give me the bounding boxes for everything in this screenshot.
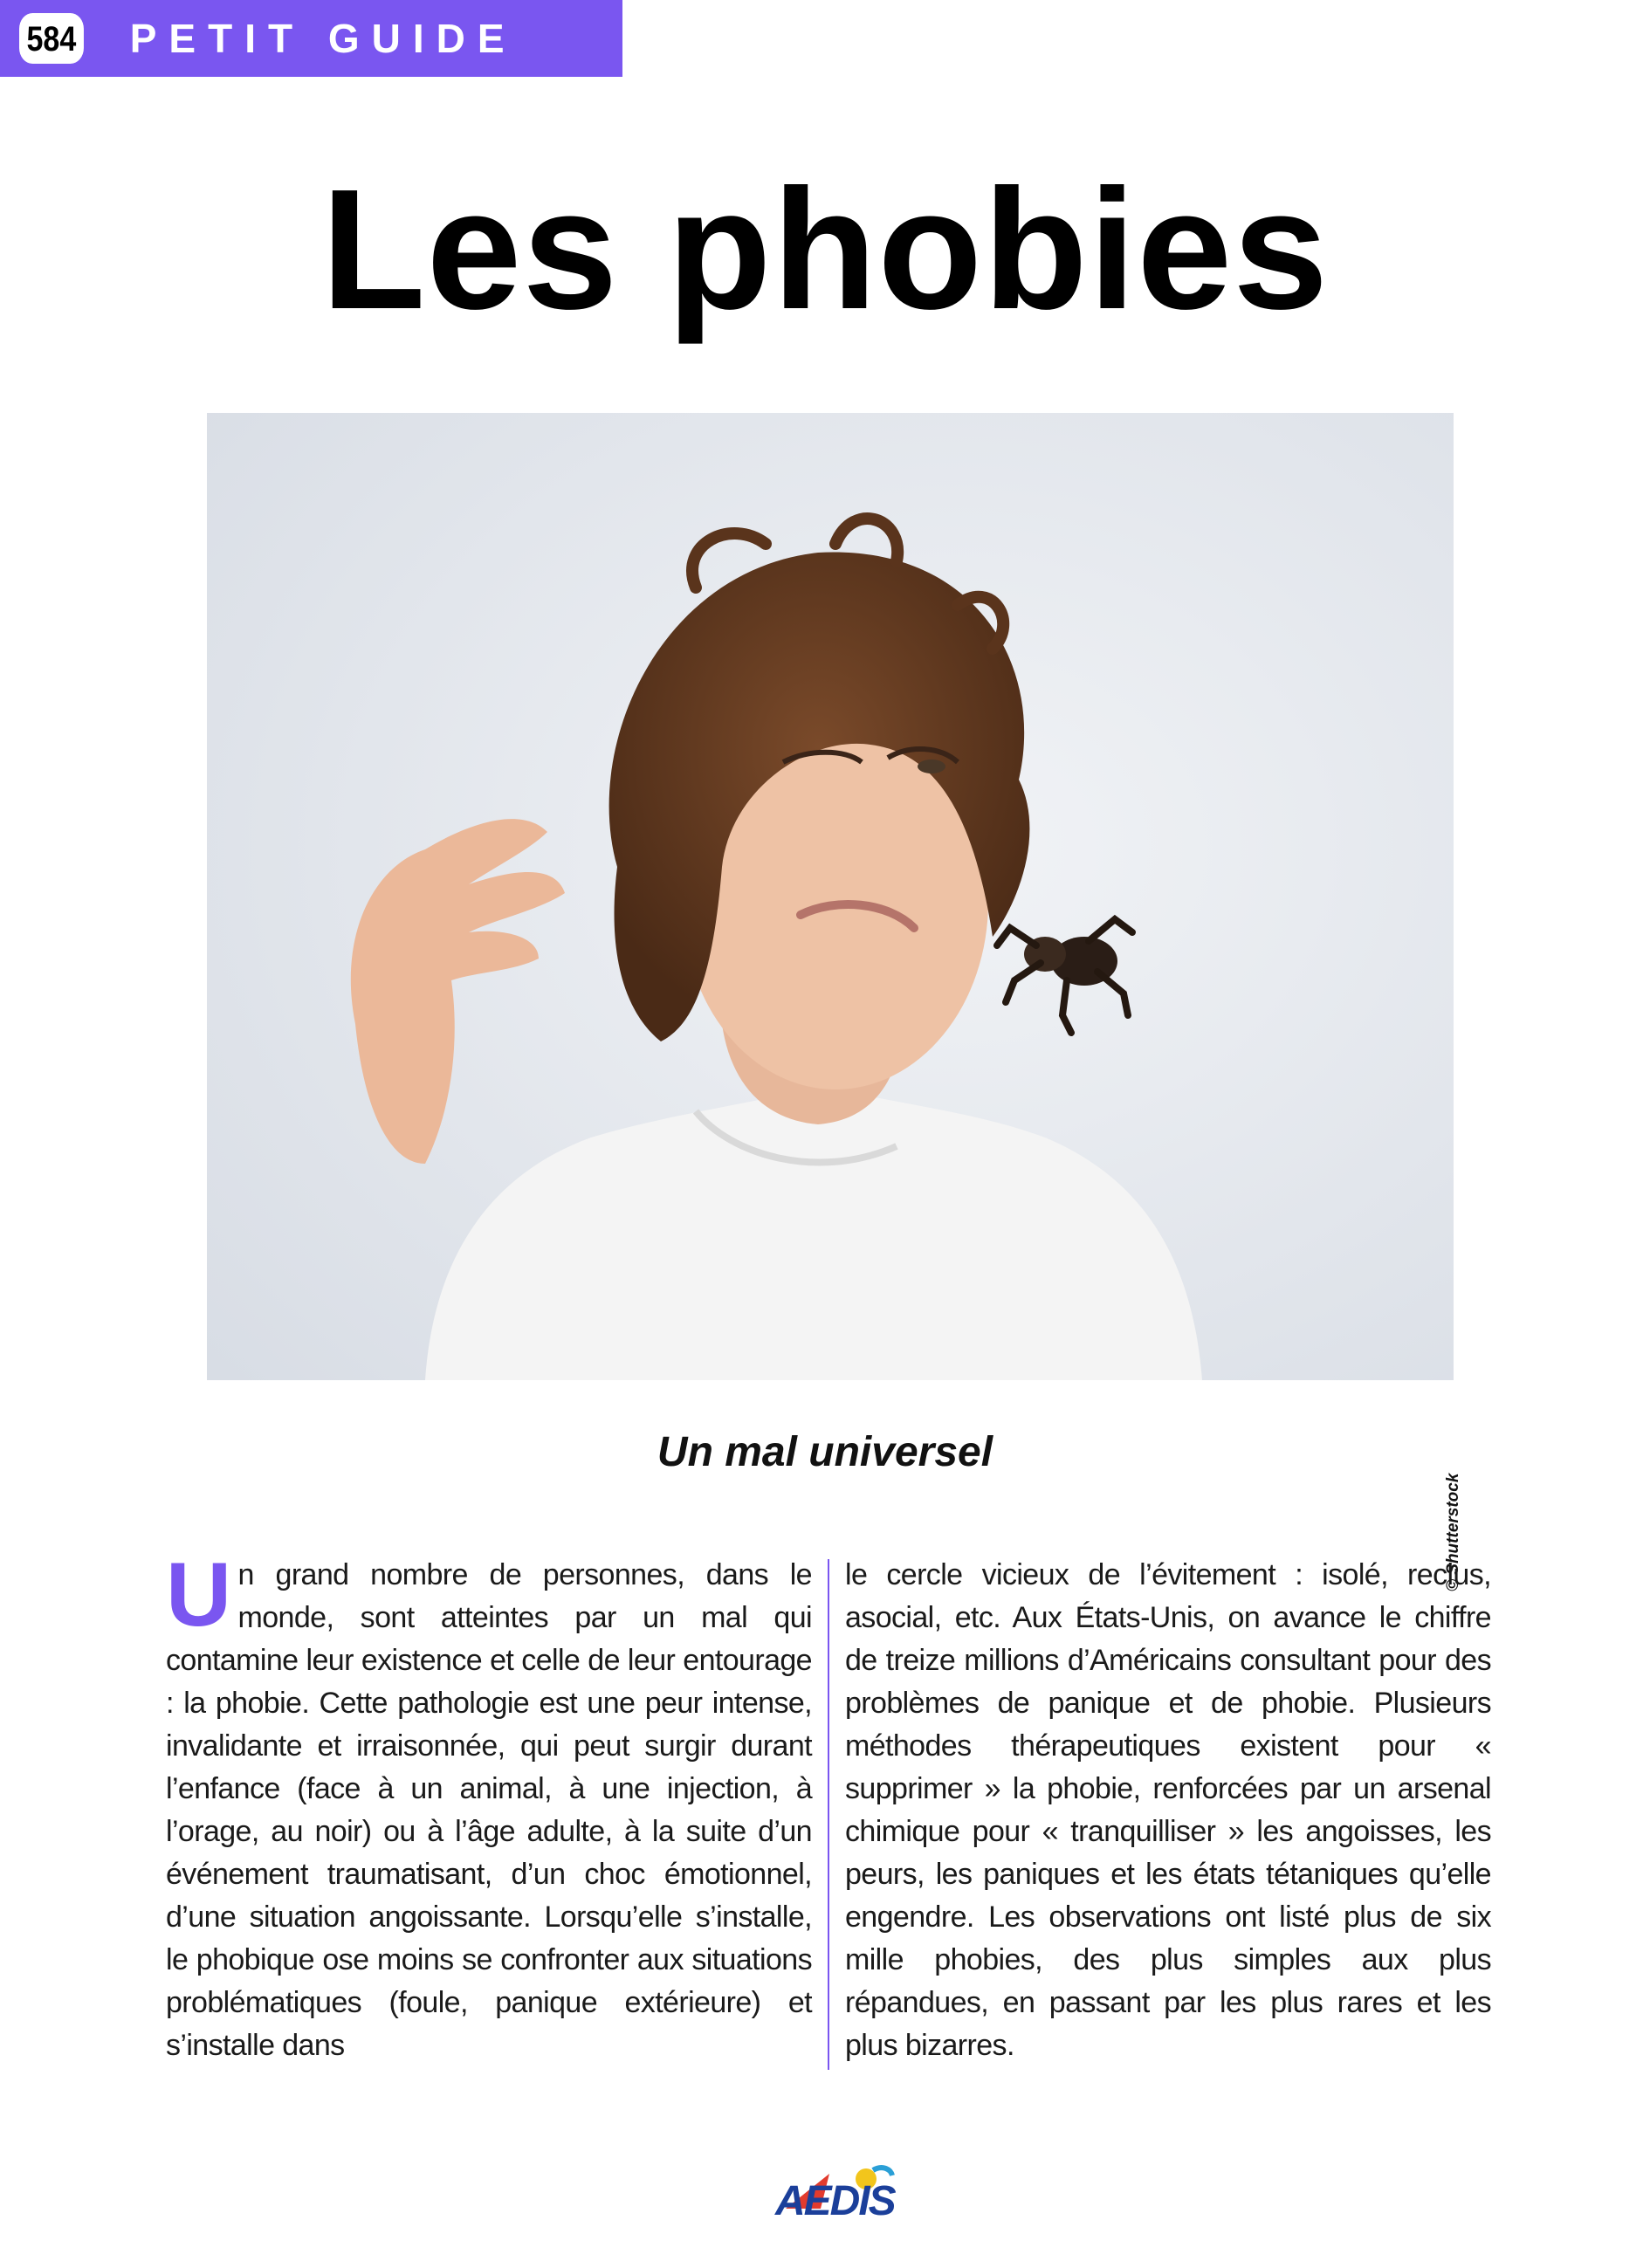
right-column: le cercle vicieux de l’évitement : isolé, reclus, asocial, etc. Aux États-Unis, on avance le chiffre de treize millions d’Américains consultant pour des problèmes de panique et de phobie. Plusieurs méthodes thérapeutiques existent pour « supprimer » la phobie, renforcées par un arsenal chimique pour « tranquilliser » les angoisses, les peurs, les paniques et les états tétaniques qu’elle engendre. Les observations ont listé plus de six mille phobies, des plus simples aux plus répandues, en passant par les plus rares et les plus bizarres. [845, 1558, 1491, 2062]
page-title: Les phobies [320, 154, 1330, 345]
series-label: PETIT GUIDE [129, 16, 517, 61]
section-subtitle: Un mal universel [657, 1429, 993, 1475]
publisher-logo [768, 2156, 899, 2226]
photo-illustration [207, 413, 1454, 1380]
left-column-text: n grand nombre de personnes, dans le monde, sont atteintes par un mal qui contamine leur existence et celle de leur entourage : la phobie. Cette pathologie est une peur intense, invalidante et irraisonnée, qui peut surgir durant l’enfance (face à un animal, à une injection, à l’orage, au noir) ou à l’âge adulte, à la suite d’un événement traumatisant, d’un choc émotionnel, d’une situation angoissante. Lorsqu’elle s’installe, le phobique ose moins se confronter aux situations problématiques (foule, panique extérieure) et s’installe dans [166, 1558, 812, 2062]
logo-text: AEDIS [775, 2178, 895, 2224]
header-banner [0, 0, 622, 77]
page-number: 584 [19, 13, 84, 64]
drop-cap: U [166, 1544, 231, 1646]
photo-credit: © Shutterstock [1444, 1473, 1462, 1591]
cover-photo [207, 413, 1454, 1380]
left-column [166, 1544, 828, 2082]
article-body [166, 1544, 1495, 2082]
